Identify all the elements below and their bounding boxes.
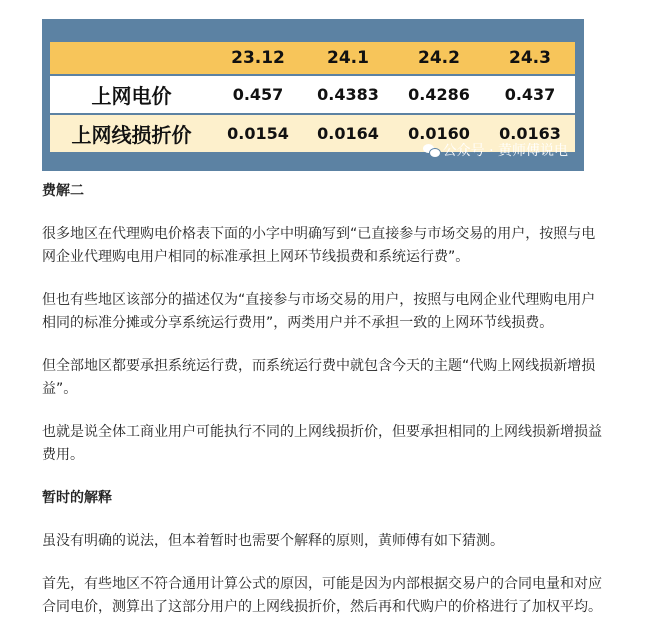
table-header-2312: 23.12 bbox=[213, 42, 303, 74]
article-body bbox=[42, 180, 602, 619]
table-cell: 0.0163 bbox=[485, 115, 575, 152]
table-cell: 0.457 bbox=[213, 76, 303, 113]
table-header-241: 24.1 bbox=[303, 42, 393, 74]
row-label-line-loss-price: 上网线损折价 bbox=[50, 115, 213, 152]
paragraph: 首先，有些地区不符合通用计算公式的原因，可能是因为内部根据交易户的合同电量和对应合同电价，测算出了这部分用户的上网线损折价，然后再和代购户的价格进行了加权平均。 bbox=[42, 576, 602, 615]
table-cell: 0.0154 bbox=[213, 115, 303, 152]
table-cell: 0.437 bbox=[485, 76, 575, 113]
paragraph: 虽没有明确的说法，但本着暂时也需要个解释的原则，黄师傅有如下猜测。 bbox=[42, 533, 504, 549]
paragraph: 很多地区在代理购电价格表下面的小字中明确写到“已直接参与市场交易的用户，按照与电网企业代理购电用户相同的标准承担上网环节线损费和系统运行费”。 bbox=[42, 226, 596, 265]
table-header-blank bbox=[50, 42, 213, 74]
section-heading: 费解二 bbox=[42, 183, 84, 199]
section-heading: 暂时的解释 bbox=[42, 490, 112, 506]
paragraph: 但也有些地区该部分的描述仅为“直接参与市场交易的用户，按照与电网企业代理购电用户相同的标准分摊或分享系统运行费用”，两类用户并不承担一致的上网环节线损费。 bbox=[42, 292, 596, 331]
table-cell: 0.0160 bbox=[393, 115, 485, 152]
paragraph: 但全部地区都要承担系统运行费，而系统运行费中就包含今天的主题“代购上网线损新增损益”。 bbox=[42, 358, 596, 397]
watermark bbox=[423, 140, 568, 160]
table-header-243: 24.3 bbox=[485, 42, 575, 74]
table-cell: 0.0164 bbox=[303, 115, 393, 152]
paragraph: 也就是说全体工商业用户可能执行不同的上网线损折价，但要承担相同的上网线损新增损益费用。 bbox=[42, 424, 602, 463]
wechat-icon bbox=[423, 144, 439, 157]
table-header-242: 24.2 bbox=[393, 42, 485, 74]
table-cell: 0.4383 bbox=[303, 76, 393, 113]
watermark-text: 公众号 · 黄师傅说电 bbox=[442, 143, 568, 159]
price-table-image bbox=[42, 19, 584, 171]
price-table bbox=[50, 42, 575, 156]
row-label-grid-price: 上网电价 bbox=[50, 76, 213, 113]
table-cell: 0.4286 bbox=[393, 76, 485, 113]
